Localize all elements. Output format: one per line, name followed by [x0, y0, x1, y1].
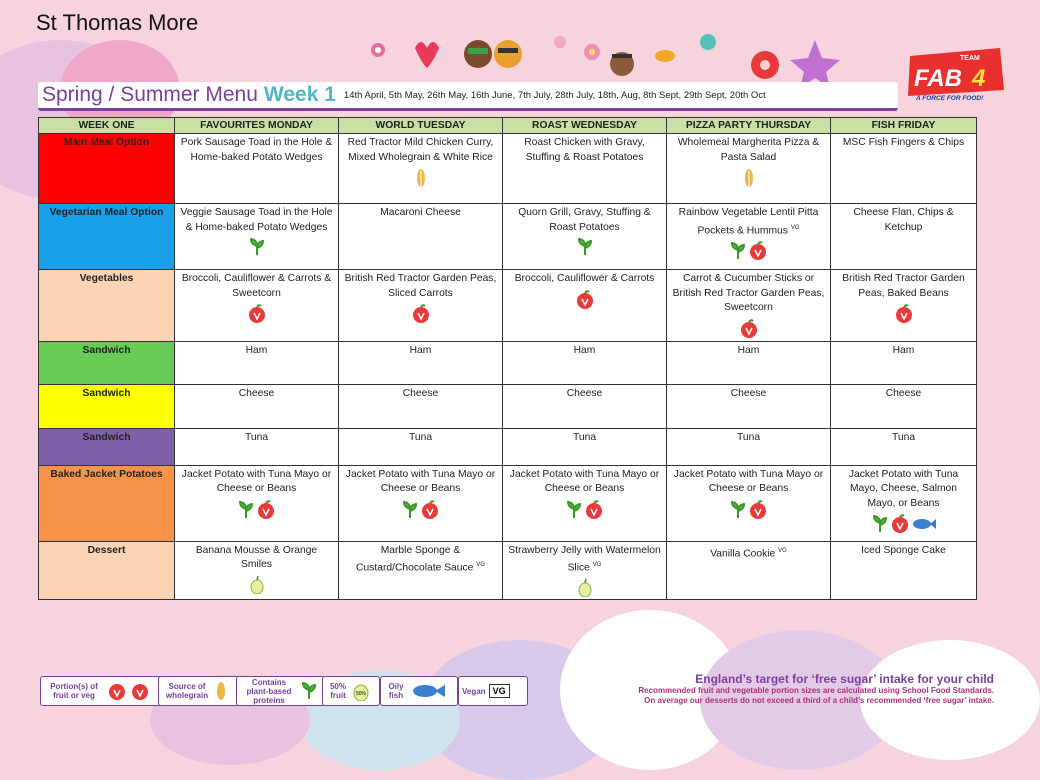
- fruit-veg-portion-icon: [575, 290, 595, 310]
- menu-cell-text: Veggie Sausage Toad in the Hole & Home-baked Potato Wedges: [180, 207, 333, 233]
- menu-cell: [831, 541, 977, 599]
- table-row: [39, 384, 977, 428]
- key-oily-fish: [380, 676, 458, 706]
- menu-cell: [339, 270, 503, 342]
- menu-cell: [831, 270, 977, 342]
- school-name: St Thomas More: [36, 10, 199, 35]
- menu-cell: [503, 270, 667, 342]
- column-header: WEEK ONE: [39, 118, 175, 134]
- menu-dates: 14th April, 5th May, 26th May, 16th June, 7th July, 28th July, 18th, Aug, 8th Sept, 29th Sept, 20th Oct: [343, 89, 766, 101]
- menu-cell: Ham: [831, 341, 977, 384]
- menu-cell-text: Jacket Potato with Tuna Mayo or Cheese or Beans: [345, 468, 496, 494]
- sugar-info: [638, 672, 994, 706]
- plant-protein-icon: [301, 682, 317, 700]
- wholegrain-icon: [215, 681, 227, 701]
- column-header: FISH FRIDAY: [831, 118, 977, 134]
- menu-title-bar: [38, 82, 898, 111]
- fruit-veg-portion-icon: [420, 500, 440, 520]
- flower-decoration: [745, 45, 785, 85]
- menu-cell: Tuna: [175, 428, 339, 465]
- key-wholegrain: [158, 676, 240, 706]
- fruit-veg-portion-icon: [130, 681, 150, 701]
- key-label: Source of wholegrain: [165, 682, 209, 700]
- oily-fish-icon: [912, 517, 936, 531]
- plant-protein-icon: [730, 501, 746, 519]
- fifty-percent-fruit-icon: [250, 576, 264, 594]
- menu-cell-text: Cheese Flan, Chips & Ketchup: [853, 207, 954, 233]
- logo-fab-text: FAB: [914, 65, 962, 92]
- menu-cell-text: Pork Sausage Toad in the Hole & Home-baked Potato Wedges: [180, 137, 333, 163]
- menu-cell: Tuna: [667, 428, 831, 465]
- menu-cell-text: Iced Sponge Cake: [861, 544, 946, 556]
- menu-cell: [667, 270, 831, 342]
- wholegrain-icon: [415, 168, 427, 188]
- sugar-line: On average our desserts do not exceed a third of a child’s recommended ‘free sugar’ intake.: [644, 696, 994, 705]
- menu-cell: [175, 541, 339, 599]
- fruit-veg-portion-icon: [247, 304, 267, 324]
- plant-protein-icon: [730, 242, 746, 260]
- menu-cell: [339, 204, 503, 270]
- plant-protein-icon: [238, 501, 254, 519]
- menu-title: Spring / Summer Menu: [42, 83, 258, 106]
- vegan-superscript: VG: [790, 224, 800, 231]
- menu-cell: Ham: [339, 341, 503, 384]
- logo-team-text: TEAM: [960, 55, 980, 62]
- key-label: Oily fish: [388, 682, 404, 700]
- plant-protein-icon: [872, 515, 888, 533]
- menu-table: [38, 117, 977, 600]
- menu-cell: Ham: [175, 341, 339, 384]
- table-row: [39, 134, 977, 204]
- key-fifty-percent-fruit: [322, 676, 380, 706]
- menu-cell: [175, 134, 339, 204]
- menu-cell: Cheese: [175, 384, 339, 428]
- menu-cell: [175, 204, 339, 270]
- menu-cell: [339, 541, 503, 599]
- menu-cell-text: Rainbow Vegetable Lentil Pitta Pockets & Hummus: [678, 207, 819, 236]
- menu-cell: Cheese: [339, 384, 503, 428]
- row-label: Baked Jacket Potatoes: [39, 465, 175, 541]
- menu-cell-text: British Red Tractor Garden Peas, Sliced Carrots: [344, 273, 497, 299]
- fruit-veg-portion-icon: [748, 500, 768, 520]
- fruit-veg-portion-icon: [890, 514, 910, 534]
- row-label: Dessert: [39, 541, 175, 599]
- menu-cell: [831, 204, 977, 270]
- menu-cell: [503, 134, 667, 204]
- logo-number-text: 4: [972, 65, 986, 92]
- sugar-heading: England’s target for ‘free sugar’ intake for your child: [695, 672, 994, 686]
- key-plant-protein: [236, 676, 326, 706]
- menu-cell-text: Broccoli, Cauliflower & Carrots: [514, 273, 655, 284]
- fruit-veg-portion-icon: [739, 319, 759, 339]
- key-fruit-veg: [40, 676, 162, 706]
- key-vegan: [458, 676, 528, 706]
- menu-cell: Cheese: [503, 384, 667, 428]
- menu-cell: [667, 134, 831, 204]
- menu-cell-text: Jacket Potato with Tuna Mayo or Cheese or Beans: [509, 468, 660, 494]
- menu-cell-text: Jacket Potato with Tuna Mayo, Cheese, Salmon Mayo, or Beans: [848, 468, 959, 509]
- table-row: [39, 465, 977, 541]
- row-label: Vegetarian Meal Option: [39, 204, 175, 270]
- plant-protein-icon: [566, 501, 582, 519]
- menu-cell-text: Roast Chicken with Gravy, Stuffing & Roast Potatoes: [524, 137, 645, 163]
- logo-tagline: A FORCE FOR FOOD!: [916, 95, 984, 102]
- menu-cell-text: Wholemeal Margherita Pizza & Pasta Salad: [677, 137, 820, 163]
- menu-cell: [503, 204, 667, 270]
- row-label: Sandwich: [39, 428, 175, 465]
- key-label: 50% fruit: [329, 682, 346, 700]
- fruit-badge-text: 50%: [355, 691, 367, 697]
- vegan-superscript: VG: [476, 562, 485, 568]
- table-row: [39, 270, 977, 342]
- menu-header-row: [39, 118, 977, 134]
- fifty-percent-fruit-icon: [353, 681, 369, 701]
- menu-cell-text: Jacket Potato with Tuna Mayo or Cheese or Beans: [181, 468, 332, 494]
- oily-fish-icon: [411, 683, 445, 699]
- plant-protein-icon: [577, 238, 593, 256]
- row-label: Sandwich: [39, 384, 175, 428]
- fifty-percent-fruit-icon: [578, 579, 592, 597]
- key-label: Vegan: [462, 686, 486, 696]
- menu-cell: Ham: [667, 341, 831, 384]
- plant-protein-icon: [402, 501, 418, 519]
- menu-cell: [831, 134, 977, 204]
- menu-cell: [667, 465, 831, 541]
- table-row: [39, 204, 977, 270]
- menu-cell-text: Quorn Grill, Gravy, Stuffing & Roast Potatoes: [518, 207, 651, 233]
- table-row: [39, 341, 977, 384]
- menu-cell: [175, 270, 339, 342]
- menu-cell: Tuna: [339, 428, 503, 465]
- menu-cell-text: Macaroni Cheese: [380, 207, 461, 218]
- menu-cell-text: Carrot & Cucumber Sticks or British Red Tractor Garden Peas, Sweetcorn: [672, 273, 825, 313]
- menu-cell-text: MSC Fish Fingers & Chips: [842, 137, 965, 148]
- menu-cell: [503, 465, 667, 541]
- menu-cell-text: Marble Sponge & Custard/Chocolate Sauce: [356, 544, 474, 574]
- key-label: Contains plant-based proteins: [246, 677, 292, 705]
- row-label: Vegetables: [39, 270, 175, 342]
- fruit-veg-portion-icon: [894, 304, 914, 324]
- column-header: ROAST WEDNESDAY: [503, 118, 667, 134]
- fruit-veg-portion-icon: [584, 500, 604, 520]
- fruit-veg-portion-icon: [107, 681, 127, 701]
- fruit-veg-portion-icon: [748, 241, 768, 261]
- table-row: [39, 541, 977, 599]
- vegan-superscript: VG: [778, 547, 787, 554]
- plant-protein-icon: [249, 238, 265, 256]
- column-header: FAVOURITES MONDAY: [175, 118, 339, 134]
- menu-cell-text: Red Tractor Mild Chicken Curry, Mixed Wholegrain & White Rice: [347, 137, 494, 163]
- row-label: Main Meal Option: [39, 134, 175, 204]
- vegan-badge: VG: [489, 684, 510, 698]
- menu-cell-text: Broccoli, Cauliflower & Carrots & Sweetcorn: [181, 273, 332, 299]
- menu-cell: Tuna: [831, 428, 977, 465]
- decorative-characters: [360, 30, 860, 90]
- column-header: PIZZA PARTY THURSDAY: [667, 118, 831, 134]
- sugar-line: Recommended fruit and vegetable portion sizes are calculated using School Food Standards.: [638, 686, 994, 695]
- key-label: Portion(s) of fruit or veg: [50, 682, 98, 700]
- menu-cell: [667, 541, 831, 599]
- menu-cell-text: Jacket Potato with Tuna Mayo or Cheese or Beans: [673, 468, 824, 494]
- menu-cell: [831, 465, 977, 541]
- table-row: [39, 428, 977, 465]
- menu-cell-text: Banana Mousse & Orange Smiles: [195, 544, 318, 570]
- menu-cell: Cheese: [667, 384, 831, 428]
- fruit-veg-portion-icon: [411, 304, 431, 324]
- menu-cell: Ham: [503, 341, 667, 384]
- wholegrain-icon: [743, 168, 755, 188]
- menu-cell: Cheese: [831, 384, 977, 428]
- menu-cell: [175, 465, 339, 541]
- menu-cell: [503, 541, 667, 599]
- menu-week: Week 1: [263, 83, 336, 106]
- menu-cell: [667, 204, 831, 270]
- menu-cell: [339, 134, 503, 204]
- column-header: WORLD TUESDAY: [339, 118, 503, 134]
- vegan-superscript: VG: [592, 562, 602, 568]
- menu-cell-text: Strawberry Jelly with Watermelon Slice: [508, 544, 661, 574]
- menu-cell: [339, 465, 503, 541]
- fruit-veg-portion-icon: [256, 500, 276, 520]
- menu-cell: Tuna: [503, 428, 667, 465]
- team-fab4-logo: [900, 38, 1010, 108]
- menu-cell-text: British Red Tractor Garden Peas, Baked Beans: [842, 273, 965, 299]
- row-label: Sandwich: [39, 341, 175, 384]
- menu-cell-text: Vanilla Cookie: [710, 547, 776, 559]
